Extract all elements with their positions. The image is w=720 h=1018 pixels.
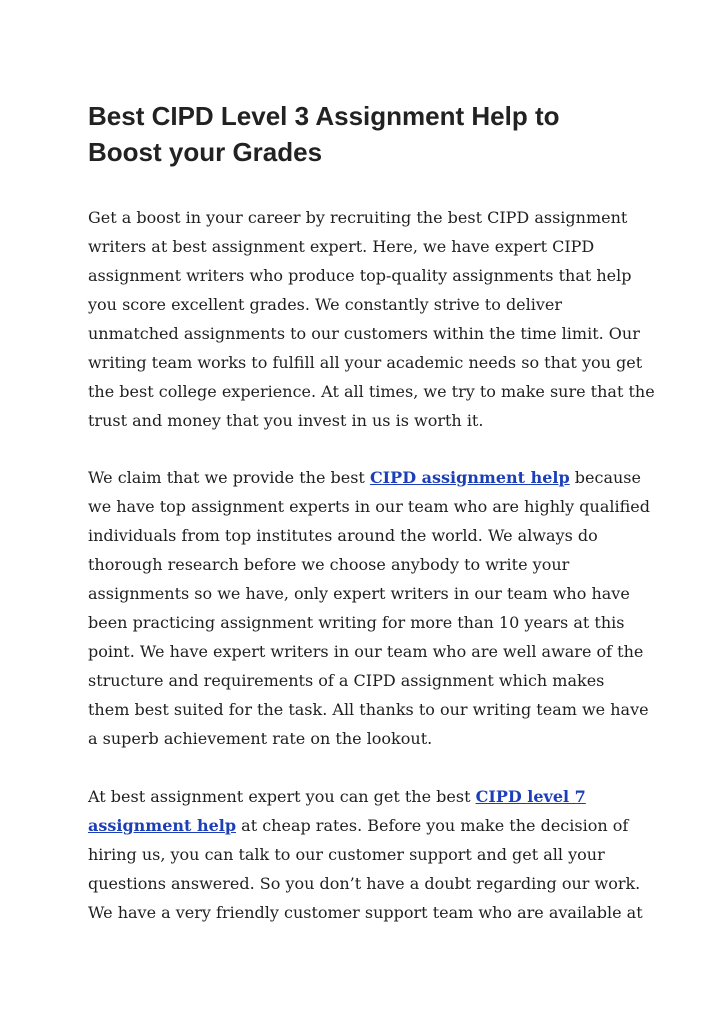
paragraph-line: point. We have expert writers in our team who are well aware of the <box>88 642 644 661</box>
paragraph-line-with-link <box>88 782 648 811</box>
page-title <box>88 98 648 170</box>
paragraph-line: Get a boost in your career by recruiting the best CIPD assignment <box>88 208 628 227</box>
paragraph-line-with-link <box>88 463 648 492</box>
paragraph-line: thorough research before we choose anybody to write your <box>88 555 570 574</box>
paragraph-line: been practicing assignment writing for more than 10 years at this <box>88 613 625 632</box>
paragraph-line: We have a very friendly customer support team who are available at <box>88 903 643 922</box>
paragraph-intro <box>88 203 655 435</box>
paragraph-line: assignment writers who produce top-quality assignments that help <box>88 266 632 285</box>
cipd-assignment-help-link[interactable]: CIPD assignment help <box>369 468 570 487</box>
paragraph-line: assignments so we have, only expert writers in our team who have <box>88 584 630 603</box>
paragraph-line: you score excellent grades. We constantly strive to deliver <box>88 295 563 314</box>
paragraph-text: We claim that we provide the best <box>88 468 370 487</box>
title-line-2: Boost your Grades <box>88 137 323 167</box>
paragraph-line: writers at best assignment expert. Here, we have expert CIPD <box>88 237 595 256</box>
paragraph-text: at cheap rates. Before you make the decision of <box>236 816 629 835</box>
paragraph-line-with-link <box>88 811 648 840</box>
paragraph-text: because <box>569 468 641 487</box>
paragraph-line: we have top assignment experts in our team who are highly qualified <box>88 497 650 516</box>
paragraph-line: them best suited for the task. All thanks to our writing team we have <box>88 700 649 719</box>
title-line-1: Best CIPD Level 3 Assignment Help to <box>88 101 560 131</box>
paragraph-level7 <box>88 782 648 927</box>
paragraph-claim <box>88 463 648 753</box>
paragraph-text: At best assignment expert you can get the best <box>88 787 476 806</box>
paragraph-line: hiring us, you can talk to our customer support and get all your <box>88 845 605 864</box>
paragraph-line: a superb achievement rate on the lookout. <box>88 729 433 748</box>
paragraph-line: writing team works to fulfill all your academic needs so that you get <box>88 353 643 372</box>
paragraph-line: unmatched assignments to our customers within the time limit. Our <box>88 324 640 343</box>
paragraph-line: questions answered. So you don’t have a doubt regarding our work. <box>88 874 641 893</box>
paragraph-line: structure and requirements of a CIPD assignment which makes <box>88 671 605 690</box>
paragraph-line: the best college experience. At all times, we try to make sure that the <box>88 382 655 401</box>
paragraph-line: trust and money that you invest in us is worth it. <box>88 411 484 430</box>
paragraph-line: individuals from top institutes around the world. We always do <box>88 526 598 545</box>
cipd-level-7-link-part2[interactable]: assignment help <box>88 816 237 835</box>
cipd-level-7-link-part1[interactable]: CIPD level 7 <box>475 787 586 806</box>
